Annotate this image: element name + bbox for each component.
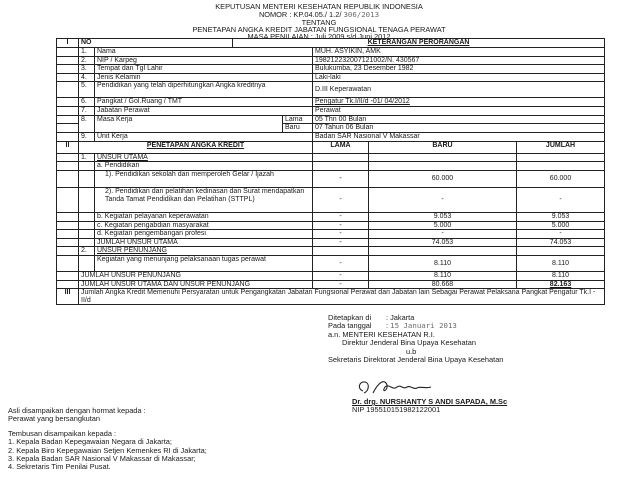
personal-label: Pangkat / Gol.Ruang / TMT — [95, 98, 313, 107]
col-no-header: NO — [79, 39, 233, 48]
section1-title: KETERANGAN PERORANGAN — [233, 39, 605, 48]
personal-label: NIP / Karpeg — [95, 56, 313, 65]
pend1-label: 1). Pendidikan sekolah dan memperoleh Gelar / Ijazah — [95, 170, 313, 187]
cc-item: 4. Sekretaris Tim Penilai Pusat. — [8, 462, 111, 472]
cc-item: 1. Kepala Badan Kepegawaian Negara di Jakarta; — [8, 437, 172, 447]
unit-kerja-label: Unit Kerja — [95, 132, 313, 141]
lama-label: Lama — [283, 115, 313, 124]
unit-kerja-row: 9. Unit Kerja Badan SAR Nasional V Makassar — [57, 132, 605, 141]
header-baru: BARU — [369, 141, 517, 153]
lama-value: 05 Thn 00 Bulan — [313, 115, 605, 124]
baru-label: Baru — [283, 124, 313, 133]
kegiatan-b-row: b. Kegiatan pelayanan keperawatan - 9.053 9.053 — [57, 212, 605, 221]
pend1-row: 1). Pendidikan sekolah dan memperoleh Gelar / Ijazah - 60.000 60.000 — [57, 170, 605, 187]
personal-row: 1. Nama MUH. ASYIKIN, AMK — [57, 48, 605, 57]
personal-value: MUH. ASYIKIN, AMK — [313, 48, 605, 57]
roman-ii: II — [57, 141, 79, 153]
section2-title: PENETAPAN ANGKA KREDIT — [79, 141, 313, 153]
kegiatan-d-row: d. Kegiatan pengembangan profesi - - - — [57, 230, 605, 239]
personal-value: Laki-laki — [313, 73, 605, 82]
jumlah-penunjang-row: JUMLAH UNSUR PENUNJANG - 8.110 8.110 — [57, 271, 605, 280]
section2-header-row — [57, 141, 605, 153]
roman-iii: III — [57, 289, 79, 305]
conclusion-note: Jumlah Angka Kredit Memenuhi Persyaratan untuk Pengangkatan Jabatan Fungsional Perawat dari Jabatan lain Sebagai Perawat Pelaksana Pangkat Pengatur Tk.I - II/d — [79, 289, 605, 305]
decree-about: TENTANG — [301, 18, 337, 27]
decree-title: KEPUTUSAN MENTERI KESEHATAN REPUBLIK INDONESIA — [215, 2, 423, 11]
baru-value: 07 Tahun 06 Bulan — [313, 124, 605, 133]
personal-label: Jabatan Perawat — [95, 106, 313, 115]
personal-value: D.III Keperawatan — [313, 82, 605, 98]
personal-row: 3. Tempat dan Tgl Lahir Bulukumba, 23 Desember 1982 — [57, 65, 605, 74]
personal-label: Pendidikan yang telah diperhitungkan Angka kreditnya — [95, 82, 313, 98]
pend2-row: 2). Pendidikan dan pelatihan kedinasan dan Surat mendapatkan Tanda Tamat Pendidikan dan Pelatihan (STTPL) - - - — [57, 187, 605, 212]
masa-kerja-row: 8. Masa Kerja Lama 05 Thn 00 Bulan — [57, 115, 605, 124]
unit-kerja-value: Badan SAR Nasional V Makassar — [313, 132, 605, 141]
decree-number-text: NOMOR : KP.04.05./ 1.2/ — [258, 10, 342, 19]
pend2-label: 2). Pendidikan dan pelatihan kedinasan dan Surat mendapatkan Tanda Tamat Pendidikan dan Pelatihan (STTPL) — [95, 187, 313, 212]
roman-i: I — [57, 39, 79, 48]
personal-label: Nama — [95, 48, 313, 57]
signatory-nip: NIP 195510151982122001 — [352, 405, 441, 414]
assessment-period: MASA PENILAIAN : Juli 2009 s/d Juni 2012 — [247, 32, 391, 41]
distribution-block: Asli disampaikan dengan hormat kepada : Perawat yang bersangkutan Tembusan disampaikan kepada : 1. Kepala Badan Kepegawaian Negara di Jakarta; 2. Kepala Biro Kepegawaian Setjen Kemenkes RI di Jakarta; 3. Kepala Badan SAR Nasional V Makassar di Makassar; 4. Sekretaris Tim Penilai Pusat. — [8, 406, 207, 472]
unsur-utama-label: UNSUR UTAMA — [95, 153, 313, 162]
personal-label: Tempat dan Tgl Lahir — [95, 65, 313, 74]
cc-item: 2. Kepala Biro Kepegawaian Setjen Kemenkes RI di Jakarta; — [8, 445, 207, 455]
kegiatan-c-row: c. Kegiatan pengabdian masyarakat - 5.000 5.000 — [57, 221, 605, 230]
decree-number-stamp: 306/2013 — [343, 10, 380, 19]
masa-kerja-label: Masa Kerja — [95, 115, 283, 132]
header-lama: LAMA — [313, 141, 369, 153]
personal-row: 2. NIP / Karpeg 198212232007121002/N. 430567 — [57, 56, 605, 65]
penunjang-desc-row: Kegiatan yang menunjang pelaksanaan tugas perawat - 8.110 8.110 — [57, 255, 605, 271]
tanggal-line: Pada tanggal : 15 Januari 2013 — [328, 321, 457, 331]
personal-row: 5. Pendidikan yang telah diperhitungkan Angka kreditnya D.III Keperawatan — [57, 82, 605, 98]
credit-table — [56, 38, 605, 305]
ditetapkan-line: Ditetapkan di : Jakarta — [328, 313, 415, 322]
total-jumlah: 82.163 — [517, 280, 605, 289]
handwritten-signature — [355, 377, 465, 399]
personal-row: 6. Pangkat / Gol.Ruang / TMT Pengatur Tk.I/II/d -01/ 04/2012 — [57, 98, 605, 107]
unsur-utama-row: 1. UNSUR UTAMA — [57, 153, 605, 162]
decree-subject: PENETAPAN ANGKA KREDIT JABATAN FUNGSIONAL TENAGA PERAWAT — [192, 25, 446, 34]
cc-item: 3. Kepala Badan SAR Nasional V Makassar di Makassar; — [8, 454, 196, 464]
personal-row: 7. Jabatan Perawat Perawat — [57, 106, 605, 115]
section3-row — [57, 289, 605, 305]
section1-header-row — [57, 39, 605, 48]
total-row: JUMLAH UNSUR UTAMA DAN UNSUR PENUNJANG - 80.668 82.163 — [57, 280, 605, 289]
personal-value: Perawat — [313, 106, 605, 115]
unsur-penunjang-row: 2. UNSUR PENUNJANG — [57, 247, 605, 256]
personal-value: 198212232007121002/N. 430567 — [313, 56, 605, 65]
personal-value: Bulukumba, 23 Desember 1982 — [313, 65, 605, 74]
jumlah-unsur-utama-row: JUMLAH UNSUR UTAMA - 74.053 74.053 — [57, 238, 605, 247]
header-jumlah: JUMLAH — [517, 141, 605, 153]
pendidikan-label: a. Pendidikan — [95, 162, 313, 171]
personal-value: Pengatur Tk.I/II/d -01/ 04/2012 — [313, 98, 605, 107]
signatory-name: Dr. drg. NURSHANTY S ANDI SAPADA, M.Sc — [352, 397, 508, 406]
pendidikan-row — [57, 162, 605, 171]
personal-label: Jenis Kelamin — [95, 73, 313, 82]
signature-block: Ditetapkan di : Jakarta Pada tanggal : 15 Januari 2013 a.n. MENTERI KESEHATAN R.I. Direktur Jenderal Bina Upaya Kesehatan u.b Sekretaris Direktorat Jenderal Bina Upaya Kesehatan — [328, 313, 504, 365]
personal-row: 4. Jenis Kelamin Laki-laki — [57, 73, 605, 82]
date-stamp: 15 Januari 2013 — [390, 321, 457, 331]
